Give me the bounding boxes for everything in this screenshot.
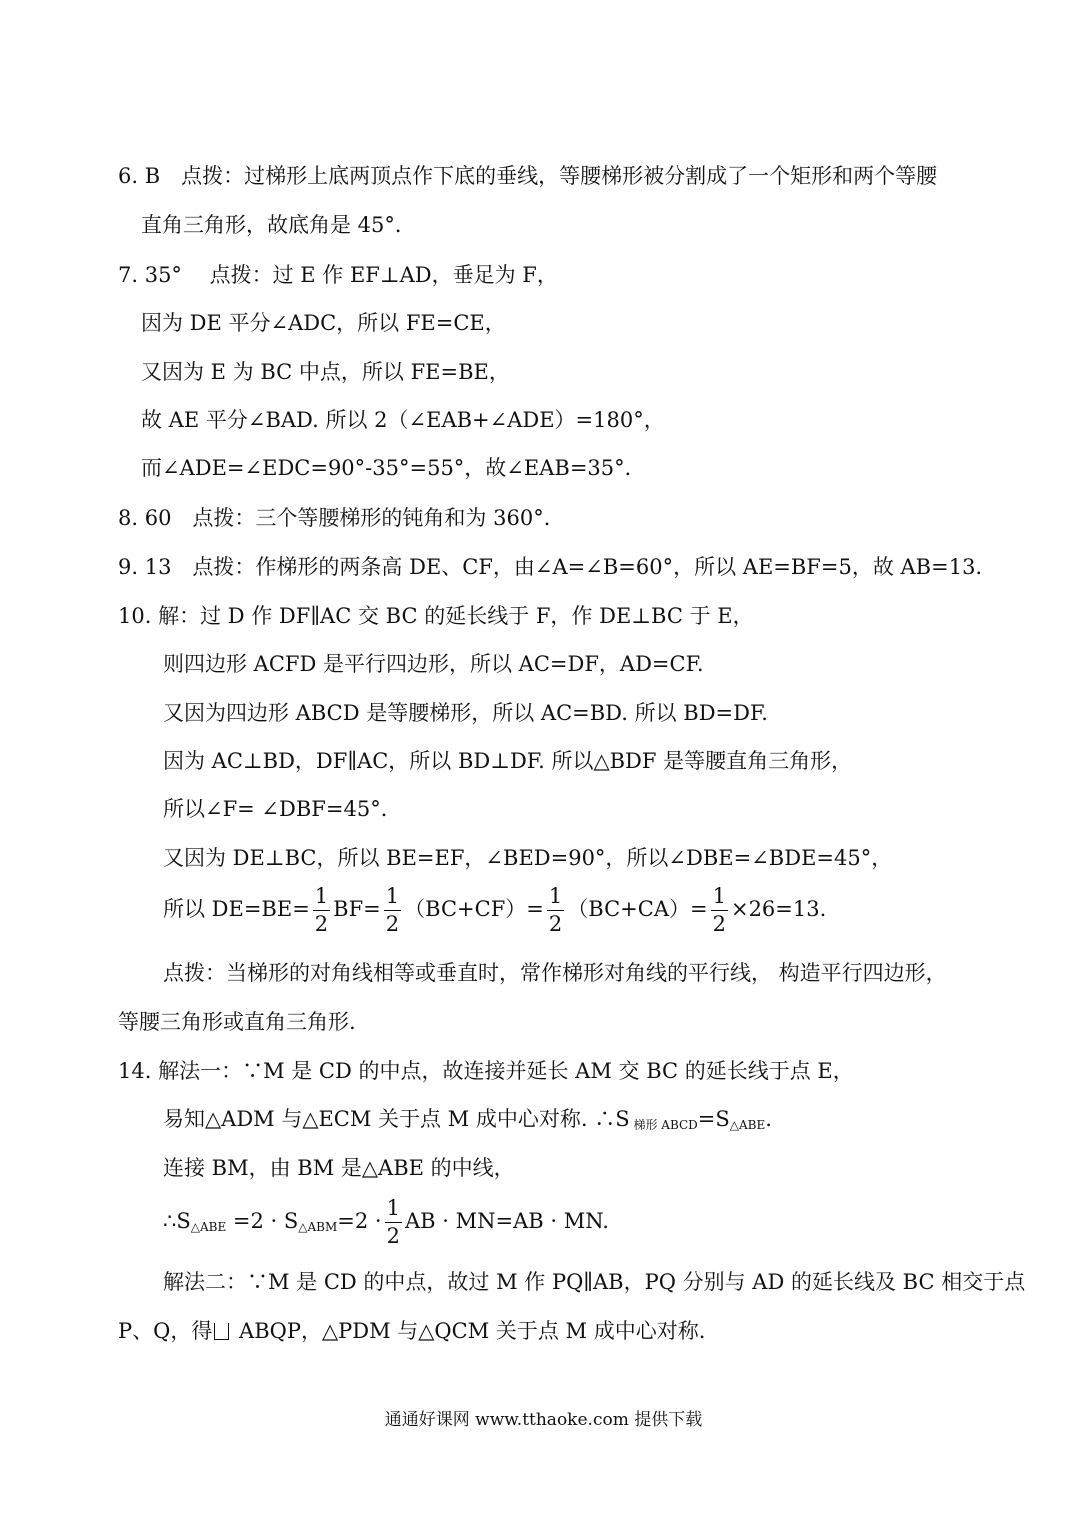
problem-10-line-1: 10. 解：过 D 作 DF∥AC 交 BC 的延长线于 F，作 DE⊥BC 于 E， xyxy=(118,604,754,628)
problem-14-line-1: 14. 解法一：∵M 是 CD 的中点，故连接并延长 AM 交 BC 的延长线于点 E， xyxy=(118,1059,854,1083)
line2-text-2: =S xyxy=(697,1107,730,1131)
fraction-numerator: 1 xyxy=(384,886,401,911)
problem-14-line-3: 连接 BM，由 BM 是△ABE 的中线， xyxy=(163,1156,515,1180)
problem-10-tip-line-2: 等腰三角形或直角三角形. xyxy=(118,1010,356,1034)
problem-10-line-2: 则四边形 ACFD 是平行四边形，所以 AC=DF，AD=CF. xyxy=(163,652,704,676)
line7-text-4: （BC+CA）= xyxy=(567,897,708,921)
problem-7-line-1: 7. 35° 点拨：过 E 作 EF⊥AD，垂足为 F， xyxy=(118,263,558,287)
subscript-triangle-abe: △ABE xyxy=(190,1220,227,1234)
problem-10-line-7 xyxy=(163,886,826,935)
line6-text-1: P、Q，得 xyxy=(118,1319,213,1343)
problem-8-line-1: 8. 60 点拨：三个等腰梯形的钝角和为 360°． xyxy=(118,506,565,530)
problem-10-line-3: 又因为四边形 ABCD 是等腰梯形，所以 AC=BD. 所以 BD=DF. xyxy=(163,701,768,725)
problem-14-line-2 xyxy=(163,1109,772,1131)
fraction-denominator: 2 xyxy=(385,912,400,936)
fraction-one-half xyxy=(313,886,330,935)
problem-10-tip-line-1: 点拨：当梯形的对角线相等或垂直时，常作梯形对角线的平行线， 构造平行四边形， xyxy=(163,961,947,985)
line4-text-3: =2 · xyxy=(337,1209,382,1233)
problem-6-line-1: 6. B 点拨：过梯形上底两顶点作下底的垂线，等腰梯形被分割成了一个矩形和两个等腰 xyxy=(118,164,938,188)
line6-text-2: ABQP，△PDM 与△QCM 关于点 M 成中心对称. xyxy=(232,1319,706,1343)
fraction-numerator: 1 xyxy=(385,1198,402,1223)
problem-9-line-1: 9. 13 点拨：作梯形的两条高 DE、CF，由∠A=∠B=60°，所以 AE=BF=5，故 AB=13. xyxy=(118,555,983,579)
fraction-numerator: 1 xyxy=(313,886,330,911)
fraction-one-half xyxy=(385,1198,402,1247)
parallelogram-symbol-icon xyxy=(214,1323,229,1340)
line7-text-3: （BC+CF）= xyxy=(404,897,544,921)
problem-10-line-4: 因为 AC⊥BD，DF∥AC，所以 BD⊥DF. 所以△BDF 是等腰直角三角形， xyxy=(163,749,853,773)
problem-14-line-5: 解法二：∵M 是 CD 的中点，故过 M 作 PQ∥AB，PQ 分别与 AD 的延长线及 BC 相交于点 xyxy=(163,1270,1026,1294)
subscript-triangle-abm: △ABM xyxy=(298,1220,338,1234)
line7-text-1: 所以 DE=BE= xyxy=(163,897,310,921)
fraction-one-half xyxy=(384,886,401,935)
fraction-one-half xyxy=(711,886,728,935)
problem-7-line-4: 故 AE 平分∠BAD. 所以 2（∠EAB+∠ADE）=180°， xyxy=(141,408,665,432)
line4-text-1: ∴S xyxy=(163,1209,191,1233)
line4-text-4: AB · MN=AB · MN. xyxy=(404,1209,609,1233)
subscript-trapezoid-abcd: 梯形 ABCD xyxy=(629,1118,698,1132)
fraction-denominator: 2 xyxy=(712,912,726,936)
page-footer: 通通好课网 www.tthaoke.com 提供下载 xyxy=(384,1410,703,1430)
fraction-denominator: 2 xyxy=(314,912,329,936)
problem-10-line-5: 所以∠F= ∠DBF=45°． xyxy=(163,797,402,821)
line4-text-2: =2 · S xyxy=(226,1209,299,1233)
line7-text-5: ×26=13. xyxy=(730,897,827,921)
problem-7-line-5: 而∠ADE=∠EDC=90°-35°=55°，故∠EAB=35°． xyxy=(141,456,646,480)
problem-6-line-2: 直角三角形，故底角是 45°． xyxy=(141,213,416,237)
line7-text-2: BF= xyxy=(333,897,381,921)
fraction-denominator: 2 xyxy=(386,1224,400,1248)
problem-14-line-4 xyxy=(163,1198,609,1247)
line2-text-3: . xyxy=(765,1107,772,1131)
fraction-denominator: 2 xyxy=(548,912,563,936)
problem-7-line-3: 又因为 E 为 BC 中点，所以 FE=BE， xyxy=(141,360,510,384)
subscript-triangle-abe: △ABE xyxy=(729,1118,766,1132)
problem-7-line-2: 因为 DE 平分∠ADC，所以 FE=CE， xyxy=(141,311,506,335)
line2-text-1: 易知△ADM 与△ECM 关于点 M 成中心对称. ∴S xyxy=(163,1107,630,1131)
problem-10-line-6: 又因为 DE⊥BC，所以 BE=EF，∠BED=90°，所以∠DBE=∠BDE=45°， xyxy=(163,846,893,870)
fraction-one-half xyxy=(547,886,564,935)
problem-14-line-6 xyxy=(118,1321,705,1342)
fraction-numerator: 1 xyxy=(547,886,564,911)
fraction-numerator: 1 xyxy=(711,886,728,911)
